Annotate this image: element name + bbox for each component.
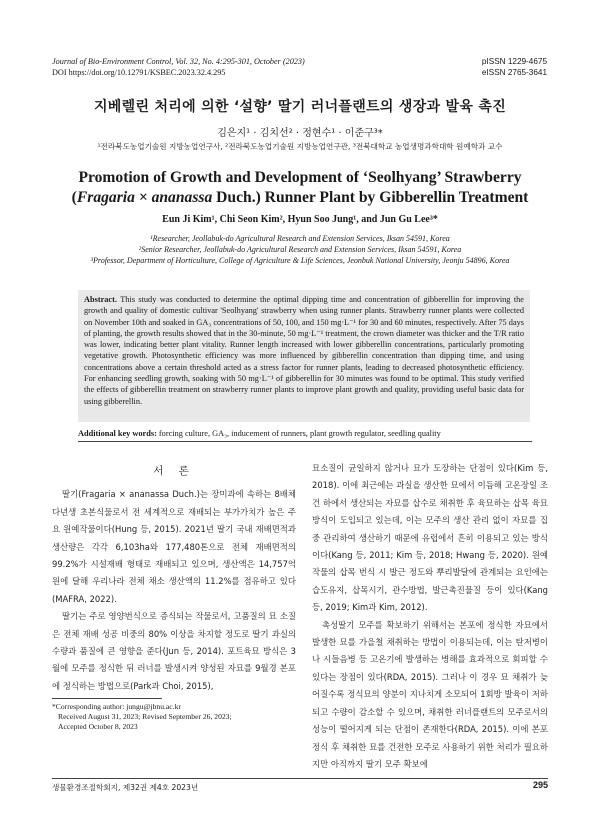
english-title-line2: Duch.) Runner Plant by Gibberellin Treatment [212, 189, 529, 206]
body-paragraph: 딸기는 주로 영양번식으로 증식되는 작물로서, 고품질의 묘 소질은 전체 재배 성공 비중의 80% 이상을 차지할 정도로 딸기 과실의 수량과 품질에 큰 영향을 준다(Jun 등, 2014). 포트육묘 방식은 3월에 모주를 정식한 뒤 러너를 발생시켜 양성된 자묘를 9월경 본포에 정식하는 방법으로(Park과 Choi, 2015), [52, 611, 296, 691]
keywords [78, 428, 538, 439]
affiliation-1: ¹Researcher, Jeollabuk-do Agricultural Research and Extension Services, Iksan 54591, Korea [150, 234, 450, 243]
footer-journal: 생물환경조절학회지, 제32권 제4호 2023년 [52, 783, 199, 792]
keywords-label: Additional key words: [78, 429, 157, 438]
english-title: Promotion of Growth and Development of ‘Seolhyang’ Strawberry (Fragaria × ananassa Duch.) Runner Plant by Gibberellin Treatment [71, 169, 529, 206]
accepted-date: Accepted October 8, 2023 [58, 722, 138, 732]
section-title-introduction: 서 론 [153, 465, 195, 477]
issn-block [482, 56, 547, 78]
english-title-line1: Promotion of Growth and Development of ‘Seolhyang’ Strawberry [78, 169, 522, 186]
body-paragraph: 묘소질이 균일하지 않거나 묘가 도장하는 단점이 있다(Kim 등, 2018). 이에 최근에는 과실을 생산한 묘에서 이듬해 고온장일 조건 하에서 생산되는 자묘를 삽수로 채취한 후 육묘하는 삽목 육묘 방식이 도입되고 있는데, 이는 모주의 생산 관리 없이 자묘를 집중 관리하여 생산하기 때문에 유럽에서 흔히 이용되고 있는 방식이다(Kang 등, 2011; Kim 등, 2018; Hwang 등, 2020). 원예작물의 삽목 번식 시 발근 정도와 뿌리발달에 관계되는 요인에는 습도유지, 삽목시기, 관수방법, 발근촉진물질 등이 있다(Kang 등, 2019; Kim과 Kim, 2012). [312, 463, 548, 613]
footnotes [52, 702, 292, 733]
body-column-right [312, 460, 548, 773]
journal-citation: Journal of Bio-Environment Control, Vol. 32, No. 4:295-301, October (2023) [52, 57, 305, 66]
english-title-species: Fragaria × ananassa [76, 189, 213, 206]
korean-authors: 김은지¹ · 김치선² · 정현수¹ · 이준구³* [217, 128, 383, 139]
corresponding-author: *Corresponding author: jungu@jbnu.ac.kr [52, 702, 181, 711]
abstract-text: This study was conducted to determine the optimal dipping time and concentration of gibberellin for improving the growth and quality of domestic cultivar 'Seolhyang' strawberry when using runner plants. Strawberry runner plants were collected on November 10th and soaked in GA₃ concentrations of 50, 100, and 150 mg·L⁻¹ for 30 and 60 minutes, respectively. After 75 days of planting, the growth results showed that in the 30-minute, 50 mg·L⁻¹ treatment, the crown diameter was thicker and the T/R ratio was lower, indicating better plant vitality. Runner length increased with lower gibberellin concentrations, particularly promoting vegetative growth. Photosynthetic efficiency was more influenced by gibberellin concentration than dipping time, and using concentrations above a certain threshold acted as a stress factor for runner plants, leading to decreased photosynthetic efficiency. For enhancing seedling growth, soaking with 50 mg·L⁻¹ of gibberellin for 30 minutes was found to be optimal. This study verified the effects of gibberellin treatment on strawberry runner plants to improve plant growth and quality, providing useful basic data for using gibberellin. [84, 295, 524, 406]
abstract-box [78, 290, 530, 422]
footer-divider [52, 778, 548, 779]
affiliation-2: ²Senior Researcher, Jeollabuk-do Agricultural Research and Extension Services, Iksan 54591, Korea [138, 245, 462, 255]
korean-affiliations: ¹전라북도농업기술원 지방농업연구사, ²전라북도농업기술원 지방농업연구관, ³전북대학교 농업생명과학대학 원예학과 교수 [97, 142, 503, 151]
pissn: pISSN 1229-4675 [481, 57, 547, 66]
eissn: eISSN 2765-3641 [481, 68, 547, 77]
doi-line: DOI https://doi.org/10.12791/KSBEC.2023.32.4.295 [52, 68, 226, 77]
footnote-divider [52, 698, 162, 699]
keywords-text: forcing culture, GA₃, inducement of runners, plant growth regulator, seedling quality [156, 429, 441, 438]
keywords-divider [78, 441, 532, 442]
received-dates: Received August 31, 2023; Revised September 26, 2023; [58, 712, 232, 722]
body-paragraph: 딸기(Fragaria × ananassa Duch.)는 장미과에 속하는 8배체 다년생 초본식물로서 전 세계적으로 재배되는 부가가치가 높은 주요 원예작물이다(Hung 등, 2015). 2021년 딸기 국내 재배면적과 생산량은 각각 6,103ha와 177,480톤으로 전체 재배면적의 99.2%가 시설재배 형태로 재배되고 있으며, 생산액은 14,757억원에 달해 우리나라 전체 채소 생산액의 11.2%를 점유하고 있다(MAFRA, 2022). [52, 489, 296, 604]
page-number: 295 [532, 780, 548, 790]
english-authors: Eun Ji Kim¹, Chi Seon Kim², Hyun Soo Jung¹, and Jun Gu Lee³* [162, 214, 438, 225]
journal-header [52, 56, 305, 78]
body-column-left [52, 462, 296, 695]
body-paragraph: 촉성딸기 모주를 확보하기 위해서는 본포에 정식한 자묘에서 발생한 묘를 가을철 채취하는 방법이 이용되는데, 이는 탄저병이나 시들음병 등 고온기에 발생하는 병해를 효과적으로 회피할 수 있다는 장점이 있다(RDA, 2015). 그러나 이 경우 묘 채취가 늦어질수록 정식묘의 양분이 지나치게 소모되어 1회방 발육이 저하되고 수량이 감소할 수 있으며, 채취한 러너플랜트의 모주로서의 성능이 떨어지게 되는 단점이 존재한다(RDA, 2015). 이에 본포 정식 후 채취한 묘를 건전한 모주로 사용하기 위한 처리가 필요하지만 아직까지 딸기 모주 확보에 [312, 619, 548, 769]
korean-title: 지베렐린 처리에 의한 ‘설향’ 딸기 러너플랜트의 생장과 발육 촉진 [93, 99, 507, 115]
english-affiliations [30, 233, 570, 267]
abstract-label: Abstract. [84, 295, 117, 304]
affiliation-3: ³Professor, Department of Horticulture, College of Agriculture & Life Sciences, Jeonbuk National University, Jeonju 54896, Korea [90, 256, 510, 266]
